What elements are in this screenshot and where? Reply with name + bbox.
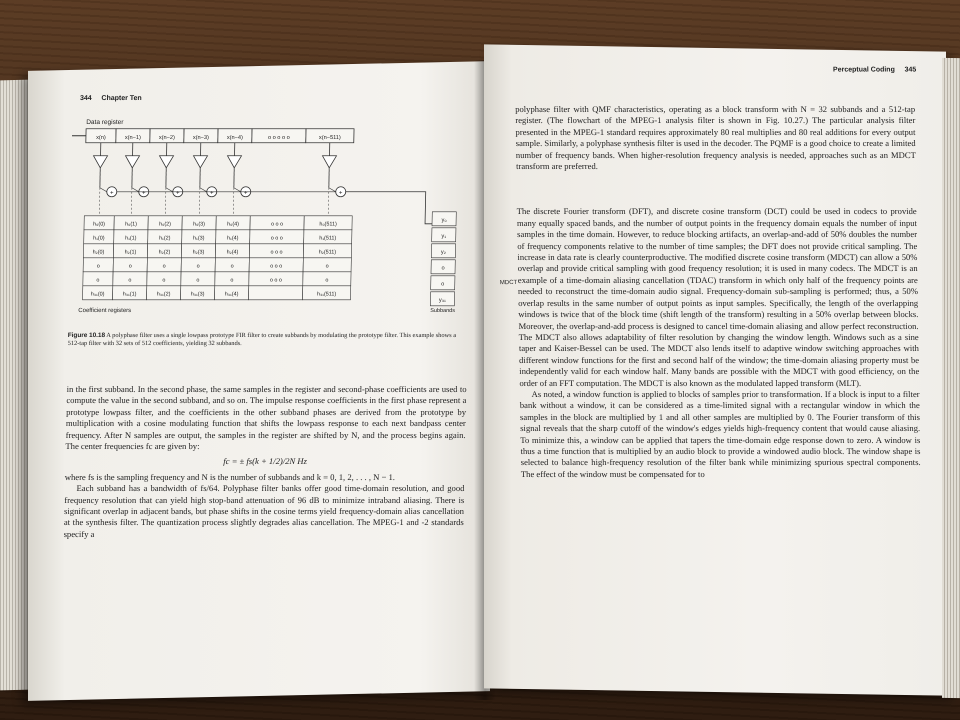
left-paragraph-2: where fs is the sampling frequency and N is the number of subbands and k = 0, 1, 2, . . . , N − 1. [64, 471, 396, 482]
adder-plus: + [175, 190, 180, 197]
coef-cell-label: h₀(3) [193, 221, 206, 228]
left-page-header [80, 95, 142, 102]
mdct-margin-tag: MDCT [499, 279, 518, 287]
polyphase-filter-figure [68, 112, 472, 330]
coef-cell-label: h₀(1) [125, 221, 138, 228]
output-path [345, 192, 433, 224]
coef-cell-label: h₂(1) [124, 249, 137, 256]
coef-cell-label: h₂(511) [318, 249, 337, 256]
coef-cell-label: h₁(1) [125, 235, 137, 242]
coef-cell-label: h₀(2) [159, 221, 172, 228]
right-page-number: 345 [904, 66, 917, 74]
coef-cell-label: o [325, 277, 329, 284]
subband-label: o [441, 265, 445, 272]
coefficient-registers-label: Coefficient registers [78, 307, 132, 314]
multiplier-triangle [227, 156, 241, 168]
adder-plus: + [141, 190, 146, 197]
tap-to-adder [329, 188, 336, 192]
multiplier-triangle [322, 156, 336, 168]
right-paragraph-3: As noted, a window function is applied to blocks of samples prior to transformation. If a block is input to a filter bank without a window, it can be considered as a time-limited signal with a rectangular window in which the samples in the block are multiplied by 1 and all other samples are multiplied by 0. The Fourier transform of this signal reveals that the sharp cutoff of the window's edges yields high-frequency content that would cause aliasing. To minimize this, a window can be applied that tapers the time-domain edge response down to zero. A window is thus a time function that is multiplied by an audio block to provide a windowed audio block. The window shape is selected to balance high-frequency resolution of the filter bank while minimizing spurious spectral components. The effect of the window must be compensated for to [519, 388, 921, 479]
register-cell-label: x(n) [96, 134, 106, 141]
coef-cell-label: o [162, 277, 166, 284]
coef-cell-label: o [230, 277, 234, 284]
coef-cell-label: o [230, 263, 234, 270]
adder-plus: + [243, 190, 248, 197]
tap-to-adder [132, 188, 139, 192]
coef-cell-label: h₂(2) [158, 249, 171, 256]
subband-label: y₂ [440, 249, 446, 256]
coef-cell-label: h₁(2) [159, 235, 171, 242]
coef-cell-label: o [325, 263, 329, 270]
coef-cell-label: o [128, 277, 132, 284]
register-cell-label: x(n−1) [124, 134, 141, 141]
subband-label: y₀ [441, 217, 447, 224]
coef-cell-label: h₁(4) [227, 235, 239, 242]
right-page [484, 44, 946, 695]
chapter-title: Chapter Ten [101, 95, 142, 103]
figure-caption [68, 332, 468, 348]
coef-cell-label: o o o [270, 263, 283, 270]
register-cell-label: x(n−2) [158, 134, 175, 141]
coef-cell-label: h₂(3) [192, 249, 205, 256]
filter-taps [92, 143, 434, 224]
figure-caption-text: A polyphase filter uses a single lowpass prototype FIR filter to create subbands by modulating the prototype filter. This example shows a 512-tap filter with 32 sets of 512 coefficients, yielding 32 subbands. [67, 331, 457, 347]
register-cell-label: x(n−511) [318, 134, 341, 141]
coef-cell-label: h₁(3) [193, 235, 205, 242]
multiplier-triangle [93, 156, 107, 168]
subband-label: y₃₁ [438, 297, 446, 304]
coef-cell-label: h₀(0) [93, 221, 106, 228]
coef-cell-label: o o o [269, 277, 282, 284]
coef-cell-label: h₂(0) [92, 249, 105, 256]
coef-cell-label: o o o [270, 249, 283, 256]
coef-cell-label: h₃₁(3) [190, 291, 205, 298]
coef-cell-label: o o o [270, 235, 283, 242]
subband-label: o [441, 281, 445, 288]
figure-diagram [68, 112, 472, 330]
left-page-body [63, 106, 472, 540]
coef-cell-label: h₁(511) [319, 235, 337, 242]
tap-to-adder [200, 188, 207, 192]
coef-cell-label: o [96, 263, 100, 270]
left-page-stack-edge [0, 80, 30, 691]
adder-plus: + [109, 190, 114, 197]
coef-cell-label: h₁(0) [93, 235, 105, 242]
left-page-number: 344 [79, 95, 92, 103]
multiplier-triangle [159, 156, 173, 168]
coef-cell-label: o [196, 277, 200, 284]
multiplier-triangle [193, 156, 207, 168]
right-page-header [833, 67, 916, 74]
coef-cell-label: h₀(511) [319, 221, 337, 228]
register-cell-label: x(n−4) [226, 134, 243, 141]
left-page [28, 61, 490, 701]
left-paragraph-3: Each subband has a bandwidth of fs/64. Polyphase filter banks offer good time-domain resolution, and good frequency resolution that can yield high stop-band attenuation of 96 dB to minimize intraband aliasing. There is significant overlap in adjacent bands, but phase shifts in the cosine terms yield frequency-domain alias cancellation at the synthesis filter. The quantization process slightly degrades alias cancellation. The MPEG-1 and -2 standards specify a [63, 483, 465, 539]
data-register-label: Data register [86, 118, 124, 126]
coef-cell-label: o [128, 263, 132, 270]
right-paragraph-1: polyphase filter with QMF characteristics, operating as a block transform with N = 32 subbands and a 512-tap register. (The flowchart of the MPEG-1 analysis filter is shown in Fig. 10.27.) The particular analysis filter presented in the MPEG-1 standard requires approximately 80 real multiplies and 80 real additions for every output sample. Similarly, a polyphase synthesis filter is used in the decoder. The PQMF is a good choice to create a limited number of frequency bands. When higher-resolution frequency analysis is needed, approaches such as an MDCT transform are preferred. [515, 104, 916, 172]
coef-cell-label: o [162, 263, 166, 270]
coef-cell-label: h₃₁(0) [90, 291, 105, 298]
adder-plus: + [338, 190, 343, 197]
coef-cell-label: h₃₁(511) [316, 291, 337, 298]
coef-cell-label: o [96, 277, 100, 284]
subbands-column [430, 212, 456, 306]
figure-caption-label: Figure 10.18 [67, 331, 106, 339]
coef-cell-label: h₃₁(1) [122, 291, 137, 298]
right-paragraph-2: The discrete Fourier transform (DFT), and discrete cosine transform (DCT) could be used in codecs to provide many equally spaced bands, and the number of output points in the frequency domain equals the number of input samples in the time domain. However, to reduce blocking artifacts, an overlap-and-add of 50% doubles the number of frequency components relative to the number of time samples; the DFT does not provide critical sampling. The increase in data rate is clearly counterproductive. The modified discrete cosine transform (MDCT) can allow a 50% overlap and provide critical sampling with good frequency resolution; it is used in many codecs. The MDCT is an example of a time-domain aliasing cancellation (TDAC) transform in which only half of the frequency points are needed to reconstruct the time-domain audio signal. Frequency-domain sub-sampling is performed; thus, a 50% overlap results in the same number of output points as input samples. Specifically, the length of the overlapping windows is twice that of the block time (shift length of the transform) resulting in a 50% overlap between blocks. Moreover, the overlap-and-add process is designed to cancel time-domain aliasing and allow perfect reconstruction. The MDCT also allows adaptability of filter resolution by changing the window length. Windows such as a sine taper and Kaiser-Bessel can be used. The MDCT also lends itself to adaptive window switching approaches with different window functions for the first and second half of the window; the time-domain aliasing property must be independently valid for each window half. Many bands are possible with the MDCT with good efficiency, on the order of an FFT computation. The MDCT is also known as the modulated lapped transform (MLT). [516, 206, 920, 388]
coefficient-table [83, 216, 353, 300]
coef-cell-label: o [196, 263, 200, 270]
tap-to-adder [234, 188, 241, 192]
coef-cell-label: h₂(4) [226, 249, 239, 256]
left-paragraph-1: in the first subband. In the second phase, the same samples in the register and second-phase coefficients are used to compute the value in the second subband, and so on. The impulse response coefficients in the first phase represent a prototype lowpass filter, and the coefficients in the other subband phases are derived from the prototype by multiplication with a cosine modulating function that shifts the lowpass response to each next bandpass center frequency. After N samples are output, the samples in the register are shifted by N, and the process begins again. The center frequencies fc are given by: [65, 383, 467, 451]
coef-cell-label: o o o [271, 221, 284, 228]
right-page-stack-edge [942, 58, 960, 698]
subbands-label: Subbands [430, 307, 456, 314]
data-register-cells [86, 129, 354, 143]
coef-cell [248, 286, 302, 300]
adder-plus: + [209, 190, 214, 197]
coef-cell-label: h₀(4) [227, 221, 240, 228]
register-cell-label: o o o o o [267, 134, 290, 141]
coef-cell-label: h₃₁(2) [156, 291, 171, 298]
center-frequency-formula: fc = ± fs(k + 1/2)/2N Hz [223, 456, 308, 467]
tap-to-adder [100, 188, 107, 192]
right-page-body [499, 104, 921, 480]
register-cell-label: x(n−3) [192, 134, 209, 141]
subband-label: y₁ [441, 233, 447, 240]
tap-to-adder [166, 188, 173, 192]
multiplier-triangle [125, 156, 139, 168]
running-head: Perceptual Coding [832, 66, 895, 74]
coef-cell-label: h₃₁(4) [224, 291, 239, 298]
